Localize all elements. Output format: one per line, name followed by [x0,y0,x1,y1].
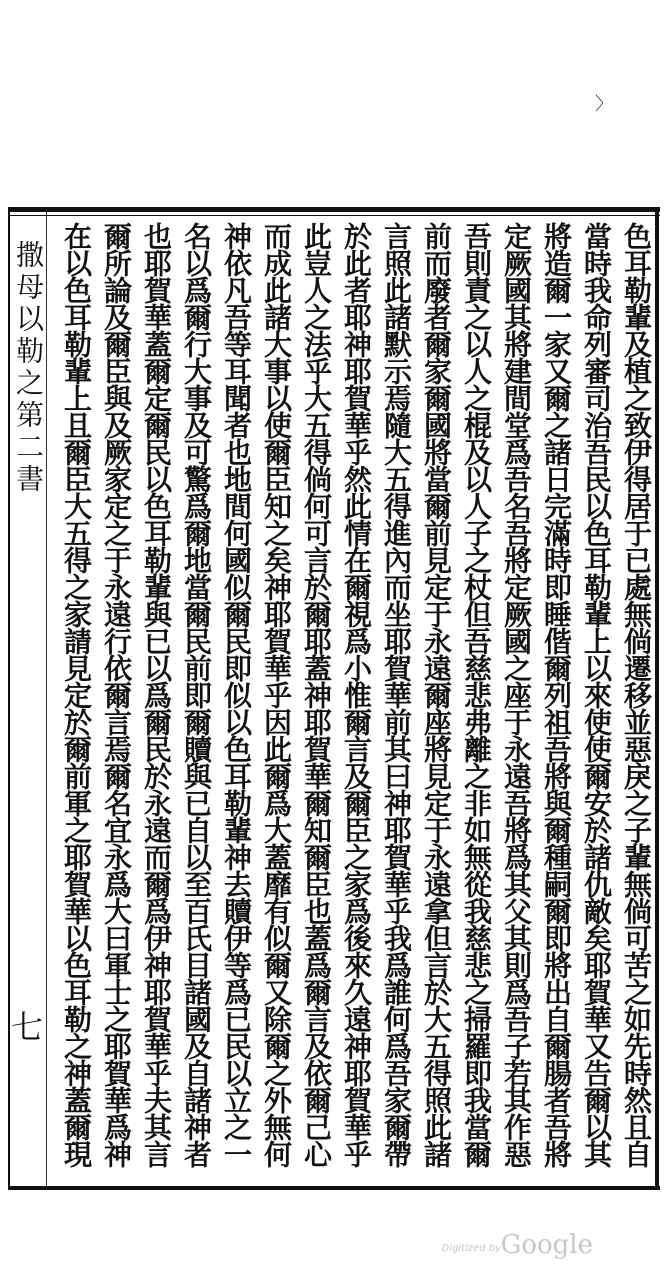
text-column: 爾所論及爾臣與及厥家定之于永遠行依爾言焉爾名宜永爲大曰軍士之耶賀華爲神 [100,222,133,1167]
google-watermark: Google [500,1230,593,1260]
page-border-top [8,207,660,212]
page-border-bottom [8,1186,660,1190]
text-column: 名以爲爾行大事及可驚爲爾地當爾民前即爾贖與已自以至百氏目諸國及自諸神者 [180,222,213,1167]
text-column: 前而廢者爾家爾國將當爾前見定于永遠爾座將見定于永遠拿但言於大五得照此諸 [420,222,453,1167]
text-column: 也耶賀華蓋爾定爾民以色耳勒輩與已以爲爾民於永遠而爾爲伊神耶賀華乎夫其言 [140,222,173,1167]
text-column: 言照此諸默示焉隨大五得進內而坐耶賀華前其曰神耶賀華乎我爲誰何爲吾家爾帶 [380,222,413,1167]
text-column: 當時我命列審司治吾民以色耳勒輩上以來使使爾安於諸仇敵矣耶賀華又告爾以其 [580,222,613,1167]
running-title: 撒母以勒之第二書 [12,240,45,496]
page-border-top-thin [8,215,660,216]
text-column: 在以色耳勒輩上且爾臣大五得之家請見定於爾前軍之耶賀華以色耳勒之神蓋爾現 [60,222,93,1167]
corner-mark: 〉 [595,94,613,115]
text-column: 吾則責之以人之棍及以人子之杖但吾慈悲弗離之非如無從我慈悲之掃羅即我當爾 [460,222,493,1167]
text-column: 定厥國其將建間堂爲吾名吾將定厥國之座于永遠吾將爲其父其則爲吾子若其作惡 [500,222,533,1167]
text-column: 色耳勒輩及植之致伊得居于已處無倘遷移並惡戾之子輩無倘可苦之如先時然且自 [620,222,653,1167]
text-column: 神依凡吾等耳聞者也地間何國似爾民即似以色耳勒輩神去贖伊等爲已民以立之一 [220,222,253,1167]
text-column: 而成此諸大事以使爾臣知之矣神耶賀華乎因此爾爲大蓋靡有似爾又除爾之外無何 [260,222,293,1167]
page-number: 七 [6,1010,44,1042]
text-column: 於此者耶神耶賀華乎然此情在爾視爲小惟爾言及爾臣之家爲後來久遠神耶賀華乎 [340,222,373,1167]
page-border-right [655,207,659,1190]
digitized-by-label: Digitized by [441,1243,501,1254]
text-column: 將造爾一家又爾之諸日完滿時即睡偕爾列祖吾將與爾種嗣爾即將出自爾腸者吾將 [540,222,573,1167]
text-column: 此豈人之法乎大五得倘何可言於爾耶蓋神耶賀華爾知爾臣也蓋爲爾言及依爾己心 [300,222,333,1167]
